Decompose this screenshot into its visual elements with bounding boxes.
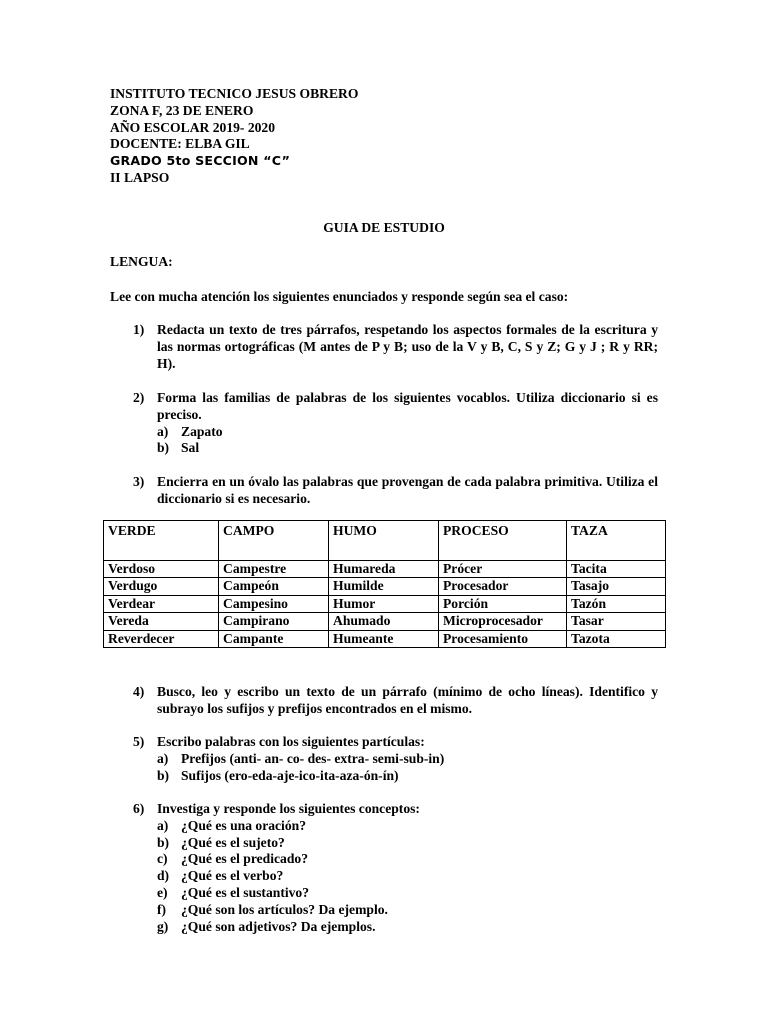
table-row (104, 595, 666, 612)
table-cell: Campeón (219, 578, 329, 595)
question-text: Investiga y responde los siguientes conceptos: (157, 801, 420, 816)
header-zone: ZONA F, 23 DE ENERO (110, 102, 254, 118)
table-cell: Humilde (329, 578, 439, 595)
header-school: INSTITUTO TECNICO JESUS OBRERO (110, 86, 359, 101)
item-letter: e) (157, 884, 168, 900)
table-cell: Tasar (567, 613, 666, 630)
table-cell: Ahumado (329, 613, 439, 630)
table-cell: Prócer (439, 561, 567, 578)
question-number: 4) (133, 684, 145, 699)
column-header: HUMO (329, 521, 439, 561)
item-text: ¿Qué es el predicado? (181, 851, 308, 867)
table-cell: Humareda (329, 561, 439, 578)
item-text: Prefijos (anti- an- co- des- extra- semi-sub-in) (181, 750, 445, 766)
column-header: VERDE (104, 521, 219, 561)
item-text: Zapato (181, 423, 223, 439)
list-item (157, 835, 658, 852)
table-cell: Tazota (567, 630, 666, 647)
item-letter: g) (157, 918, 169, 934)
table-cell: Procesador (439, 578, 567, 595)
section-heading: LENGUA: (110, 254, 173, 269)
list-item (157, 851, 658, 868)
list-item (157, 902, 658, 919)
item-text: ¿Qué es una oración? (181, 817, 306, 833)
table-cell: Humeante (329, 630, 439, 647)
question-3 (133, 474, 658, 508)
item-text: ¿Qué es el verbo? (181, 868, 284, 884)
question-1 (133, 322, 658, 372)
table-row (104, 578, 666, 595)
table-cell: Tazón (567, 595, 666, 612)
item-letter: a) (157, 423, 169, 439)
question-text: Forma las familias de palabras de los siguientes vocablos. Utiliza diccionario si es preciso. (157, 390, 658, 422)
column-header: TAZA (567, 521, 666, 561)
header-grade: GRADO 5to SECCION “C” (110, 153, 291, 169)
table-cell: Campirano (219, 613, 329, 630)
question-text: Encierra en un óvalo las palabras que provengan de cada palabra primitiva. Utiliza el diccionario si es necesario. (157, 474, 658, 506)
question-6 (133, 801, 658, 935)
list-item (157, 818, 658, 835)
column-header: PROCESO (439, 521, 567, 561)
question-text: Redacta un texto de tres párrafos, respetando los aspectos formales de la escritura y las normas ortográficas (M antes de P y B; uso de la V y B, C, S y Z; G y J ; R y RR; H). (157, 322, 658, 371)
question-text: Escribo palabras con los siguientes partículas: (157, 734, 425, 749)
table-row (104, 561, 666, 578)
item-text: ¿Qué es el sujeto? (181, 834, 285, 850)
question-number: 6) (133, 801, 145, 816)
list-item (157, 919, 658, 936)
list-item (157, 751, 658, 768)
table-cell: Campante (219, 630, 329, 647)
table-cell: Campestre (219, 561, 329, 578)
item-letter: b) (157, 834, 170, 850)
table-cell: Porción (439, 595, 567, 612)
table-header-row (104, 521, 666, 561)
question-2 (133, 390, 658, 457)
table-cell: Verdugo (104, 578, 219, 595)
item-letter: c) (157, 851, 168, 867)
document-header (110, 86, 358, 187)
item-letter: f) (157, 901, 167, 917)
table-cell: Tasajo (567, 578, 666, 595)
table-cell: Vereda (104, 613, 219, 630)
item-text: ¿Qué es el sustantivo? (181, 884, 310, 900)
table-cell: Humor (329, 595, 439, 612)
list-item (157, 868, 658, 885)
question-number: 5) (133, 734, 145, 749)
item-letter: d) (157, 868, 170, 884)
item-text: Sufijos (ero-eda-aje-ico-ita-aza-ón-ín) (181, 767, 399, 783)
question-number: 3) (133, 474, 145, 489)
list-item (157, 768, 658, 785)
list-item (157, 440, 658, 457)
question-4 (133, 684, 658, 718)
table-cell: Tacita (567, 561, 666, 578)
item-text: ¿Qué son los artículos? Da ejemplo. (181, 901, 388, 917)
question-text: Busco, leo y escribo un texto de un párrafo (mínimo de ocho líneas). Identifico y subrayo los sufijos y prefijos encontrados en el mismo. (157, 684, 658, 716)
page-title: GUIA DE ESTUDIO (323, 220, 445, 235)
table-cell: Microprocesador (439, 613, 567, 630)
word-families-table (103, 520, 666, 648)
question-5 (133, 734, 658, 784)
header-school-year: AÑO ESCOLAR 2019- 2020 (110, 119, 276, 135)
item-letter: b) (157, 767, 170, 783)
table-row (104, 613, 666, 630)
item-letter: a) (157, 750, 169, 766)
list-item (157, 424, 658, 441)
instructions: Lee con mucha atención los siguientes enunciados y responde según sea el caso: (110, 289, 569, 304)
header-teacher: DOCENTE: ELBA GIL (110, 136, 250, 152)
table-cell: Verdoso (104, 561, 219, 578)
table-cell: Campesino (219, 595, 329, 612)
list-item (157, 885, 658, 902)
item-letter: a) (157, 817, 169, 833)
table-cell: Procesamiento (439, 630, 567, 647)
question-number: 1) (133, 322, 145, 337)
question-number: 2) (133, 390, 145, 405)
table-cell: Verdear (104, 595, 219, 612)
table-row (104, 630, 666, 647)
column-header: CAMPO (219, 521, 329, 561)
header-term: II LAPSO (110, 169, 170, 185)
item-letter: b) (157, 440, 170, 456)
item-text: ¿Qué son adjetivos? Da ejemplos. (181, 918, 376, 934)
table-cell: Reverdecer (104, 630, 219, 647)
item-text: Sal (181, 440, 200, 456)
